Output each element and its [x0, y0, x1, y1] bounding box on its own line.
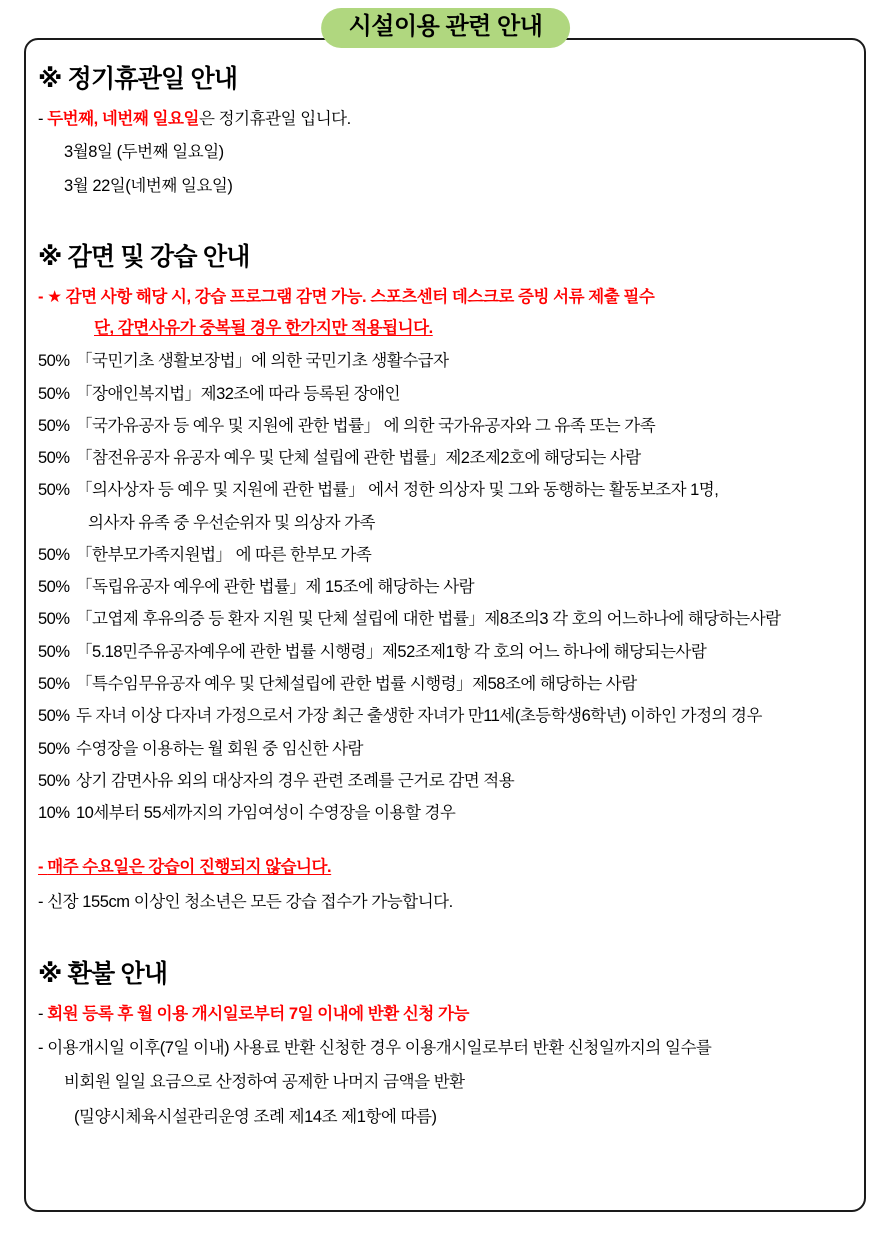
- discount-percent: 50%: [38, 416, 70, 435]
- bullet-dash: -: [38, 1039, 48, 1058]
- notice-content: [0, 38, 891, 1140]
- discount-text: 「5.18민주유공자예우에 관한 법률 시행령」제52조제1항 각 호의 어느 하나에 해당되는사람: [76, 642, 707, 661]
- discount-row: [38, 479, 855, 501]
- discount-row: [38, 705, 855, 727]
- closure-date-2: 3월 22일(네번째 일요일): [64, 176, 233, 195]
- discount-row: [38, 544, 855, 566]
- note-height: [38, 891, 855, 913]
- refund-rule-text: 회원 등록 후 월 이용 개시일로부터 7일 이내에 반환 신청 가능: [47, 1004, 469, 1023]
- bullet-dash: -: [38, 1004, 48, 1023]
- discount-star-line: [38, 286, 855, 308]
- discount-text: 두 자녀 이상 다자녀 가정으로서 가장 최근 출생한 자녀가 만11세(초등학생6학년) 이하인 가정의 경우: [76, 707, 762, 726]
- discount-section-heading: ※ 감면 및 강습 안내: [38, 242, 250, 271]
- discount-text: 수영장을 이용하는 월 회원 중 임신한 사람: [76, 739, 363, 758]
- closure-notice-highlight: 두번째, 네번째 일요일: [47, 110, 199, 128]
- discount-row: [38, 350, 855, 372]
- closure-notice-rest: 은 정기휴관일 입니다.: [199, 110, 351, 128]
- refund-section-heading: ※ 환불 안내: [38, 959, 168, 988]
- discount-percent: 50%: [38, 352, 70, 371]
- discount-percent: 50%: [38, 674, 70, 693]
- refund-rule-line: [38, 1003, 855, 1025]
- discount-row: [38, 576, 855, 598]
- closure-notice-line: [38, 108, 855, 130]
- discount-text: 10세부터 55세까지의 가임여성이 수영장을 이용할 경우: [76, 804, 456, 823]
- discount-row: [38, 383, 855, 405]
- discount-percent: 50%: [38, 545, 70, 564]
- discount-row: [38, 802, 855, 824]
- discount-row: [38, 447, 855, 469]
- discount-text: 상기 감면사유 외의 대상자의 경우 관련 조례를 근거로 감면 적용: [76, 771, 515, 790]
- discount-percent: 50%: [38, 578, 70, 597]
- discount-row-continuation: 의사자 유족 중 우선순위자 및 의상자 가족: [88, 513, 375, 532]
- note-wednesday-text: 매주 수요일은 강습이 진행되지 않습니다.: [47, 858, 332, 877]
- discount-text: 「국민기초 생활보장법」에 의한 국민기초 생활수급자: [76, 352, 449, 371]
- refund-detail-line-1: [38, 1037, 855, 1059]
- discount-percent: 50%: [38, 384, 70, 403]
- discount-text: 「고엽제 후유의증 등 환자 지원 및 단체 설립에 대한 법률」제8조의3 각 호의 어느하나에 해당하는사람: [76, 610, 781, 629]
- note-gap: [38, 834, 855, 856]
- discount-percent: 50%: [38, 771, 70, 790]
- closure-section-heading: ※ 정기휴관일 안내: [38, 65, 238, 93]
- discount-text: 「국가유공자 등 예우 및 지원에 관한 법률」 에 의한 국가유공자와 그 유족 또는 가족: [76, 416, 656, 435]
- refund-detail-line-2: 비회원 일일 요금으로 산정하여 공제한 나머지 금액을 반환: [64, 1073, 465, 1092]
- discount-percent: 50%: [38, 707, 70, 726]
- refund-detail-text-1: 이용개시일 이후(7일 이내) 사용료 반환 신청한 경우 이용개시일로부터 반환 신청일까지의 일수를: [47, 1039, 712, 1058]
- page-title-badge: 시설이용 관련 안내: [321, 8, 571, 48]
- bullet-dash: -: [38, 287, 48, 306]
- discount-row: [38, 608, 855, 630]
- discount-percent: 50%: [38, 739, 70, 758]
- discount-percent: 50%: [38, 481, 70, 500]
- discount-row: [38, 673, 855, 695]
- bullet-dash: -: [38, 892, 48, 911]
- refund-section: [38, 959, 855, 1128]
- discount-text: 「장애인복지법」제32조에 따라 등록된 장애인: [76, 384, 401, 403]
- discount-text: 「의사상자 등 예우 및 지원에 관한 법률」 에서 정한 의상자 및 그와 동행하는 활동보조자 1명,: [76, 481, 719, 500]
- discount-row: [38, 738, 855, 760]
- discount-star-text: ★ 감면 사항 해당 시, 강습 프로그램 감면 가능. 스포츠센터 데스크로 증빙 서류 제출 필수: [47, 287, 655, 306]
- section-gap-1: [38, 208, 855, 242]
- section-gap-2: [38, 925, 855, 959]
- discount-percent: 10%: [38, 804, 70, 823]
- discount-percent: 50%: [38, 610, 70, 629]
- closure-section: [38, 64, 855, 197]
- discount-text: 「독립유공자 예우에 관한 법률」제 15조에 해당하는 사람: [76, 578, 475, 597]
- refund-ordinance-line: (밀양시체육시설관리운영 조례 제14조 제1항에 따름): [74, 1107, 437, 1126]
- bullet-dash: -: [38, 858, 48, 877]
- discount-row: [38, 415, 855, 437]
- discount-text: 「참전유공자 유공자 예우 및 단체 설립에 관한 법률」제2조제2호에 해당되는 사람: [76, 449, 641, 468]
- discount-duplicate-rule: 단, 감면사유가 중복될 경우 한가지만 적용됩니다.: [94, 319, 433, 338]
- discount-row: [38, 641, 855, 663]
- discount-section: [38, 242, 855, 913]
- closure-date-1: 3월8일 (두번째 일요일): [64, 143, 224, 162]
- discount-text: 「한부모가족지원법」 에 따른 한부모 가족: [76, 545, 372, 564]
- discount-percent: 50%: [38, 642, 70, 661]
- note-height-text: 신장 155cm 이상인 청소년은 모든 강습 접수가 가능합니다.: [47, 892, 453, 911]
- discount-row: [38, 770, 855, 792]
- discount-text: 「특수임무유공자 예우 및 단체설립에 관한 법률 시행령」제58조에 해당하는 사람: [76, 674, 637, 693]
- note-wednesday: [38, 856, 855, 878]
- discount-percent: 50%: [38, 449, 70, 468]
- bullet-dash: -: [38, 110, 48, 128]
